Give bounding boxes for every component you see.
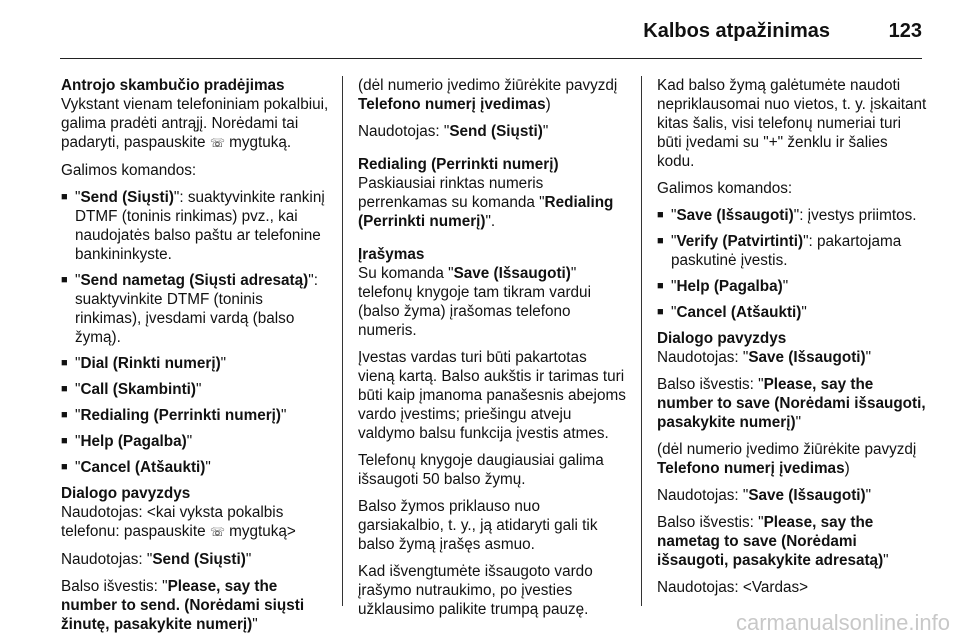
paragraph: Naudotojas: "Save (Išsaugoti)" — [657, 349, 872, 366]
section-heading-second-call: Antrojo skambučio pradėjimas — [61, 77, 285, 94]
command-list — [657, 206, 927, 322]
paragraph: Galimos komandos: — [61, 162, 197, 179]
paragraph: Kad išvengtumėte išsaugoto vardo įrašymo nutraukimo, po įvesties užklausimo palikite trumpą pauzę. — [358, 563, 593, 618]
paragraph: Galimos komandos: — [657, 180, 793, 197]
paragraph: Balso žymos priklauso nuo garsiakalbio, t. y., ją atidaryti gali tik balso žymą įrašęs asmuo. — [358, 498, 598, 553]
list-item: ■ "Help (Pagalba)" — [657, 277, 927, 296]
paragraph: Naudotojas: "Send (Siųsti)" — [358, 123, 549, 140]
paragraph: Balso išvestis: "Please, say the nametag to save (Norėdami išsaugoti, pasakykite adresatą)" — [657, 514, 889, 569]
paragraph: Vykstant vienam telefoniniam pokalbiui, galima pradėti antrąjį. Norėdami tai padaryti, paspauskite ☏ mygtuką. — [61, 96, 329, 151]
page-header — [0, 0, 960, 60]
section-heading-dialog-example: Dialogo pavyzdys — [61, 485, 191, 502]
list-item: ■ "Redialing (Perrinkti numerį)" — [61, 406, 329, 425]
list-item: ■ "Verify (Patvirtinti)": pakartojama paskutinė įvestis. — [657, 232, 927, 270]
list-item: ■ "Help (Pagalba)" — [61, 432, 329, 451]
list-item: ■ "Save (Išsaugoti)": įvestys priimtos. — [657, 206, 927, 225]
list-item: ■ "Cancel (Atšaukti)" — [657, 303, 927, 322]
phone-icon: ☏ — [209, 136, 225, 150]
page-number: 123 — [888, 20, 922, 42]
watermark: carmanualsonline.info — [735, 610, 950, 635]
column-divider — [641, 76, 642, 606]
section-heading-redialing: Redialing (Perrinkti numerį) — [358, 156, 559, 173]
paragraph: Telefonų knygoje daugiausiai galima išsaugoti 50 balso žymų. — [358, 452, 604, 488]
phone-icon: ☏ — [209, 525, 225, 539]
section-heading-dialog-example: Dialogo pavyzdys — [657, 330, 787, 347]
list-item: ■ "Cancel (Atšaukti)" — [61, 458, 329, 477]
paragraph: Naudotojas: <kai vyksta pokalbis telefonu: paspauskite ☏ mygtuką> — [61, 504, 296, 540]
paragraph: Naudotojas: <Vardas> — [657, 579, 809, 596]
section-heading-recording: Įrašymas — [358, 246, 425, 263]
paragraph: (dėl numerio įvedimo žiūrėkite pavyzdį Telefono numerį įvedimas) — [657, 441, 917, 477]
paragraph: Balso išvestis: "Please, say the number to send. (Norėdami siųsti žinutę, pasakykite numerį)" — [61, 578, 305, 633]
column-2 — [358, 76, 626, 627]
paragraph: Kad balso žymą galėtumėte naudoti nepriklausomai nuo vietos, t. y. įskaitant kitas šalis, visi telefonų numeriai turi būti įvedami su "+" ženklu ir šalies kodu. — [657, 77, 927, 170]
column-divider — [342, 76, 343, 606]
list-item: ■ "Send (Siųsti)": suaktyvinkite rankinį DTMF (toninis rinkimas) pvz., kai naudojatės balso paštu ar telefonine bankininkyste. — [61, 188, 329, 264]
list-item: ■ "Call (Skambinti)" — [61, 380, 329, 399]
paragraph: Įvestas vardas turi būti pakartotas vieną kartą. Balso aukštis ir tarimas turi būti kaip įmanoma panašesnis abejoms vardo įvestims; priešingu atveju valdymo balsu funkcija įvestis atmes. — [358, 349, 626, 442]
command-list — [61, 188, 329, 477]
paragraph: (dėl numerio įvedimo žiūrėkite pavyzdį Telefono numerį įvedimas) — [358, 77, 618, 113]
paragraph: Paskiausiai rinktas numeris perrenkamas su komanda "Redialing (Perrinkti numerį)". — [358, 175, 614, 230]
paragraph: Naudotojas: "Save (Išsaugoti)" — [657, 487, 872, 504]
column-3 — [657, 76, 927, 605]
paragraph: Su komanda "Save (Išsaugoti)" telefonų knygoje tam tikram vardui (balso žyma) įrašomas telefono numeris. — [358, 265, 591, 339]
paragraph: Balso išvestis: "Please, say the number to save (Norėdami išsaugoti, pasakykite numerį)" — [657, 376, 926, 431]
list-item: ■ "Send nametag (Siųsti adresatą)": suaktyvinkite DTMF (toninis rinkimas), įvesdami vardą (balso žymą). — [61, 271, 329, 347]
page-title: Kalbos atpažinimas — [643, 20, 830, 42]
header-rule — [60, 58, 922, 59]
list-item: ■ "Dial (Rinkti numerį)" — [61, 354, 329, 373]
column-1 — [61, 76, 329, 642]
paragraph: Naudotojas: "Send (Siųsti)" — [61, 551, 252, 568]
